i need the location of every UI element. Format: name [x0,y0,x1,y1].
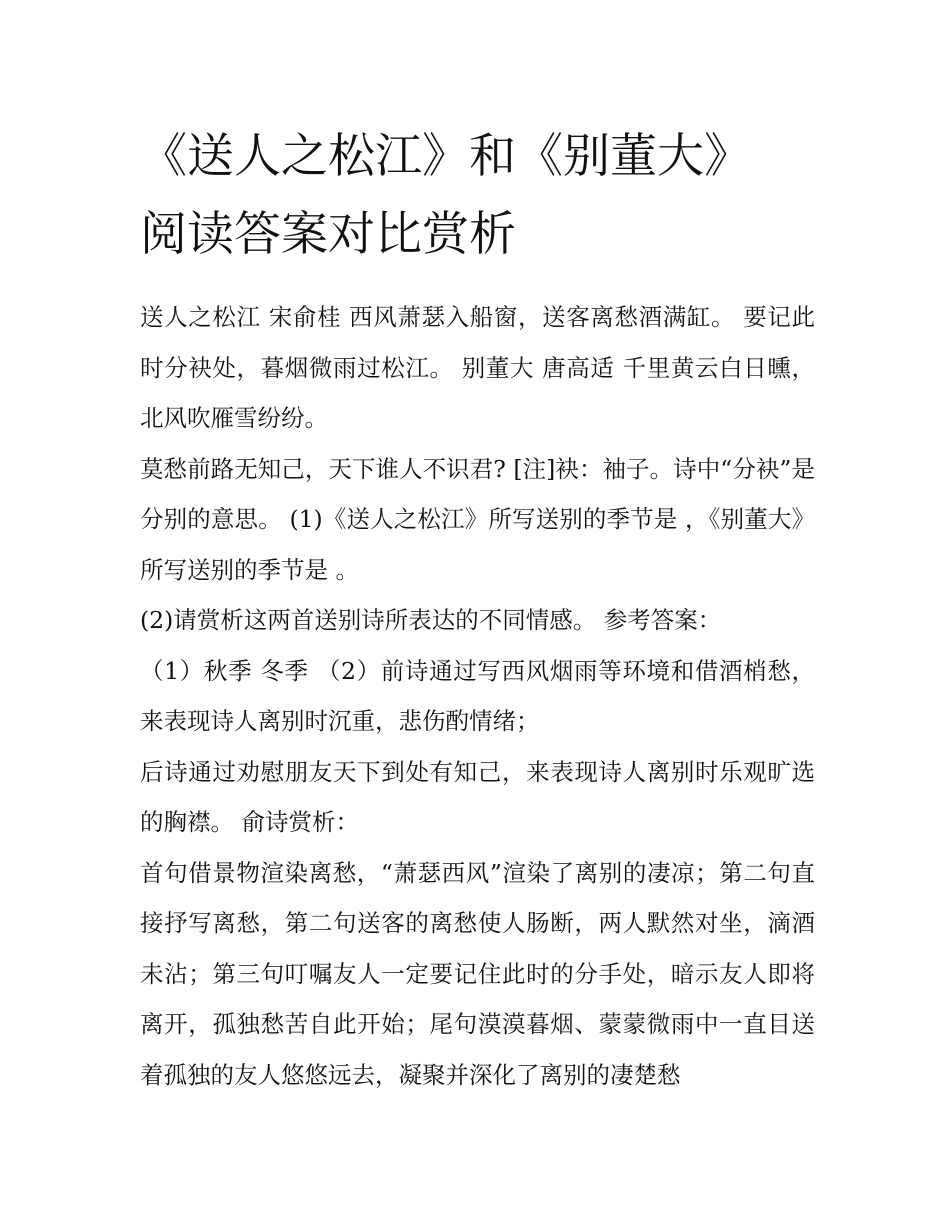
title-line: 《送人之松江》和《别董大》 [140,129,751,184]
paragraph-appreciation: 首句借景物渲染离愁，“萧瑟西风”渲染了离别的凄凉；第二句直接抒写离愁，第二句送客的离愁使人肠断，两人默然对坐，滴酒未沾；第三句叮嘱友人一定要记住此时的分手处，暗示友人即将离开，孤独愁苦自此开始；尾句漠漠暮烟、蒙蒙微雨中一直目送着孤独的友人悠悠远去，凝聚并深化了离别的凄楚愁 [140,858,815,1089]
paragraph-question-2: (2)请赏析这两首送别诗所表达的不同情感。 参考答案： [140,606,722,634]
paragraph-answer-2: 后诗通过劝慰朋友天下到处有知己，来表现诗人离别时乐观旷选的胸襟。 俞诗赏析： [140,757,815,836]
paragraph-poems: 送人之松江 宋俞桂 西风萧瑟入船窗，送客离愁酒满缸。 要记此时分袂处，暮烟微雨过松江。 别董大 唐高适 千里黄云白日曛，北风吹雁雪纷纷。 [140,303,815,432]
document-body [140,292,815,1100]
paragraph-note-question-1: 莫愁前路无知己，天下谁人不识君? [注]袂：袖子。诗中“分袂”是分别的意思。 (1)《送人之松江》所写送别的季节是 ，《别董大》所写送别的季节是 。 [140,454,815,584]
document-content [140,118,815,1100]
paragraph-answer-1: （1）秋季 冬季 （2）前诗通过写西风烟雨等环境和借酒梢愁，来表现诗人离别时沉重，悲伤酌情绪； [140,656,815,735]
document-title [140,118,815,274]
title-line: 阅读答案对比赏析 [140,207,516,262]
